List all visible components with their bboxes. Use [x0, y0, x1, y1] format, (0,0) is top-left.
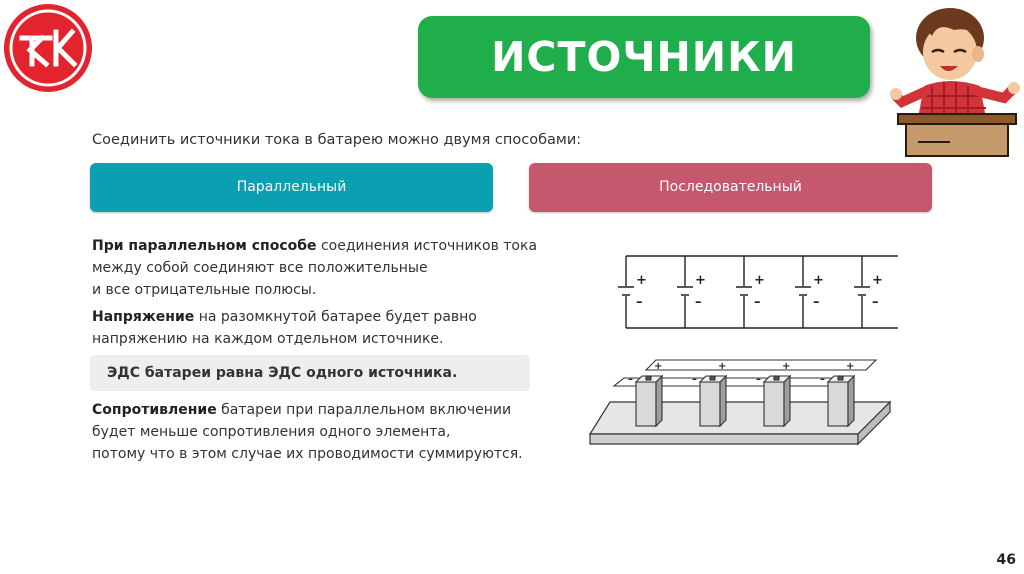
- resistance-description-line3: потому что в этом случае их проводимости суммируются.: [92, 446, 523, 462]
- minus-sign: –: [692, 374, 697, 385]
- parallel-description-line3: и все отрицательные полюсы.: [92, 282, 317, 298]
- teacher-character-icon: [888, 2, 1022, 158]
- parallel-description-line2: между собой соединяют все положительные: [92, 260, 428, 276]
- voltage-description-bold: Напряжение: [92, 309, 195, 325]
- voltage-description-rest: на разомкнутой батарее будет равно: [194, 309, 477, 325]
- voltage-description-line2: напряжению на каждом отдельном источнике.: [92, 331, 444, 347]
- cell-symbol: [618, 256, 634, 328]
- minus-sign: –: [813, 295, 820, 310]
- intro-text: Соединить источники тока в батарею можно двумя способами:: [92, 132, 582, 148]
- resistance-description-bold: Сопротивление: [92, 402, 217, 418]
- plus-sign: +: [718, 361, 727, 372]
- parallel-description-bold: При параллельном способе: [92, 238, 317, 254]
- minus-sign: –: [695, 295, 702, 310]
- battery-bank-illustration: [584, 356, 892, 448]
- brand-logo-icon: [2, 2, 94, 94]
- plus-sign: +: [846, 361, 855, 372]
- plus-sign: +: [872, 273, 883, 288]
- parallel-description-rest: соединения источников тока: [316, 238, 538, 254]
- emf-note: [90, 355, 530, 391]
- resistance-description-line2: будет меньше сопротивления одного элемента,: [92, 424, 451, 440]
- page-number: 46: [996, 552, 1016, 568]
- minus-sign: –: [636, 295, 643, 310]
- plus-sign: +: [782, 361, 791, 372]
- minus-sign: –: [628, 374, 633, 385]
- plus-sign: +: [813, 273, 824, 288]
- page-title: ИСТОЧНИКИ ТОКА: [418, 16, 870, 98]
- minus-sign: –: [820, 374, 825, 385]
- serial-button[interactable]: Последовательный: [529, 163, 932, 212]
- plus-sign: +: [654, 361, 663, 372]
- plus-sign: +: [695, 273, 706, 288]
- plus-sign: +: [754, 273, 765, 288]
- resistance-description-rest: батареи при параллельном включении: [216, 402, 512, 418]
- parallel-button[interactable]: Параллельный: [90, 163, 493, 212]
- emf-note-text: ЭДС батареи равна ЭДС одного источника.: [107, 365, 458, 381]
- minus-sign: –: [872, 295, 879, 310]
- plus-sign: +: [636, 273, 647, 288]
- minus-sign: –: [756, 374, 761, 385]
- minus-sign: –: [754, 295, 761, 310]
- parallel-description: [92, 235, 537, 301]
- resistance-description: [92, 399, 523, 465]
- voltage-description: [92, 306, 477, 350]
- parallel-circuit-diagram: [606, 250, 898, 334]
